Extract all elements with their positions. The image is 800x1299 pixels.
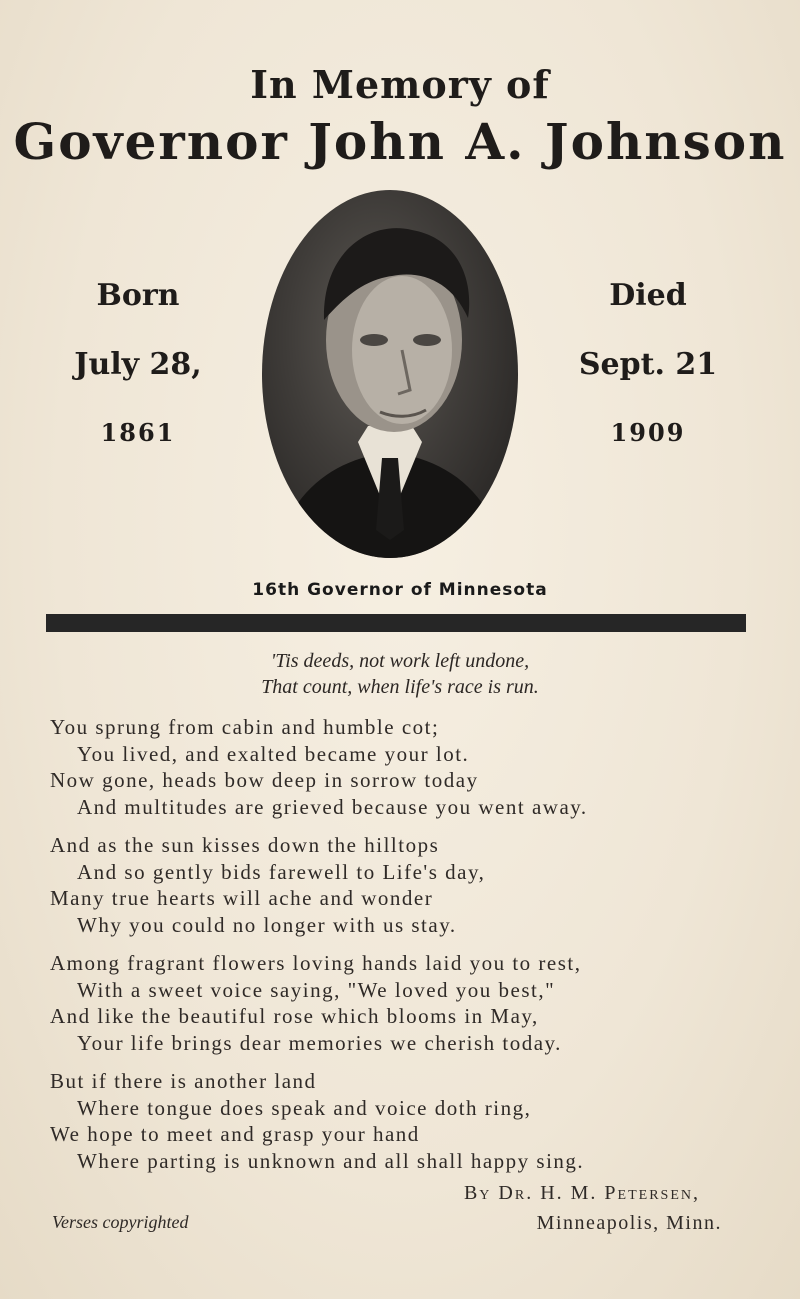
poem-stanza: [50, 714, 770, 820]
poem-line: Now gone, heads bow deep in sorrow today: [50, 768, 479, 792]
author-credit: By Dr. H. M. Petersen,: [463, 1182, 700, 1204]
poem-line: You lived, and exalted became your lot.: [77, 741, 470, 766]
poem: [50, 714, 770, 1186]
died-year: 1909: [610, 418, 686, 447]
poem-line: And so gently bids farewell to Life's day,: [77, 859, 486, 884]
header-line-1: In Memory of: [250, 62, 550, 107]
epigraph: [0, 648, 800, 700]
died-block: [548, 278, 748, 447]
poem-line: And as the sun kisses down the hilltops: [50, 833, 440, 857]
divider-bar: [46, 614, 746, 632]
header-line-2: Governor John A. Johnson: [13, 112, 787, 171]
poem-line: Where parting is unknown and all shall happy sing.: [77, 1148, 585, 1173]
died-date: Sept. 21: [578, 347, 718, 382]
poem-stanza: [50, 832, 770, 938]
poem-line: With a sweet voice saying, "We loved you best,": [77, 977, 556, 1002]
poem-line: We hope to meet and grasp your hand: [50, 1122, 420, 1146]
poem-line: Where tongue does speak and voice doth ring,: [77, 1095, 532, 1120]
poem-line: Why you could no longer with us stay.: [77, 912, 457, 937]
poem-stanza: [50, 1068, 770, 1174]
born-year: 1861: [100, 418, 176, 447]
poem-line: Among fragrant flowers loving hands laid you to rest,: [50, 951, 582, 975]
poem-stanza: [50, 950, 770, 1056]
poem-line: Your life brings dear memories we cherish today.: [77, 1030, 562, 1055]
born-label: Born: [96, 278, 180, 313]
poem-line: Many true hearts will ache and wonder: [50, 886, 434, 910]
epigraph-line: 'Tis deeds, not work left undone,: [270, 650, 530, 672]
epigraph-line: That count, when life's race is run.: [261, 676, 539, 698]
poem-line: But if there is another land: [50, 1069, 317, 1093]
poem-line: You sprung from cabin and humble cot;: [50, 715, 440, 739]
born-block: [38, 278, 238, 447]
born-date: July 28,: [74, 347, 202, 382]
portrait-photo: [262, 190, 518, 558]
portrait-figure: [262, 190, 518, 558]
governor-subtitle: 16th Governor of Minnesota: [252, 580, 548, 600]
copyright-note: Verses copyrighted: [52, 1212, 189, 1232]
poem-line: And multitudes are grieved because you went away.: [77, 794, 588, 819]
author-place: Minneapolis, Minn.: [536, 1212, 722, 1234]
died-label: Died: [609, 278, 687, 313]
poem-line: And like the beautiful rose which blooms in May,: [50, 1004, 539, 1028]
